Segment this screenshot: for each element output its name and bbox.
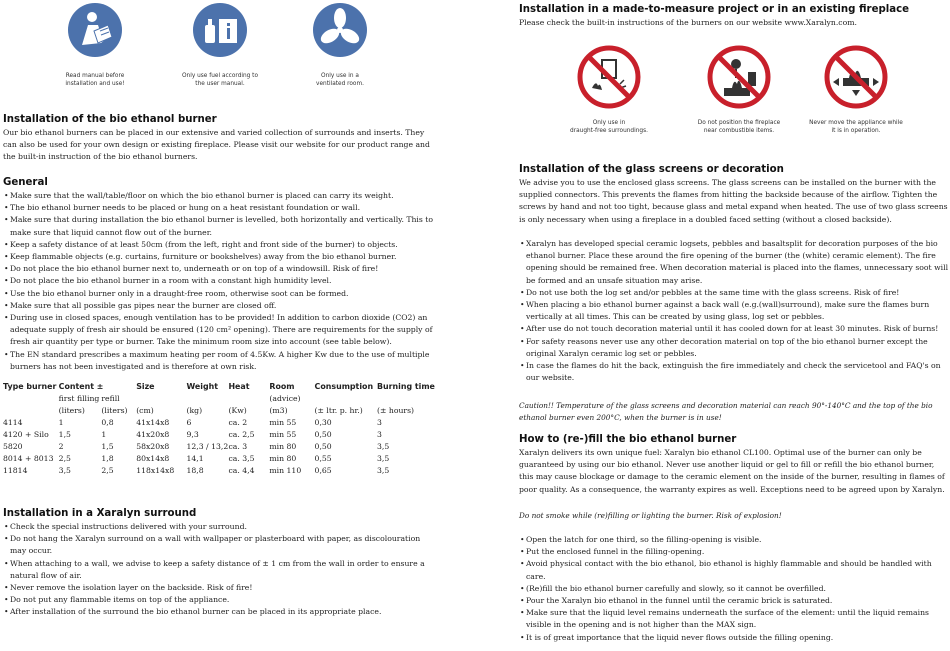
table-cell	[377, 394, 435, 406]
table-cell: 0,65	[314, 466, 332, 475]
warning-draught-free	[559, 44, 659, 135]
table-cell: min 80	[269, 442, 297, 451]
list-item: • Open the latch for one third, so the filling-opening is visible.	[519, 534, 949, 546]
table-cell: (Kw)	[228, 406, 247, 415]
table-cell: min 55	[269, 430, 297, 439]
list-item: • Use the bio ethanol burner only in a draught-free room, otherwise soot can be formed.	[3, 288, 433, 300]
table-cell: (kg)	[186, 406, 203, 415]
table-cell: 9,3	[186, 430, 199, 439]
list-item: • It is of great importance that the liquid never flows outside the filling opening.	[519, 632, 949, 644]
table-cell: 41x20x8	[136, 430, 170, 439]
table-cell: 8014 + 8013	[3, 454, 54, 463]
list-item: • When attaching to a wall, we advise to keep a safety distance of ± 1 cm from the wall in order to ensure a natural flow of air.	[3, 558, 433, 582]
list-item: • Make sure that the liquid level remains underneath the surface of the element: until the liquid remains visible in the opening and is not higher than the MAX sign.	[519, 607, 949, 631]
table-subheader-row	[3, 406, 435, 418]
table-cell: 3,5	[377, 442, 390, 451]
no-combustible-items-icon	[706, 44, 772, 110]
table-cell: ca. 4,4	[228, 466, 255, 475]
list-item: • Make sure that the wall/table/floor on which the bio ethanol burner is placed can carry its weight.	[3, 190, 433, 202]
table-cell: first filling	[58, 394, 100, 403]
table-cell: (liters)	[101, 406, 128, 415]
list-item: • Keep a safety distance of at least 50cm (from the left, right and front side of the burner) to objects.	[3, 239, 433, 251]
list-item: • For safety reasons never use any other decoration material on top of the bio ethanol burner except the original Xaralyn ceramic log set or pebbles.	[519, 336, 949, 360]
warning-ventilation	[300, 3, 380, 88]
table-cell: 18,8	[186, 466, 204, 475]
table-cell: 0,8	[101, 418, 114, 427]
column-header: Room	[269, 382, 295, 391]
warning-caption: Only use in draught-free surroundings.	[570, 120, 648, 134]
table-cell: 1	[58, 418, 64, 427]
table-cell: 14,1	[186, 454, 204, 463]
table-row	[3, 466, 435, 478]
table-cell: refill	[101, 394, 120, 403]
table-cell: 6	[186, 418, 192, 427]
list-item: • Do not hang the Xaralyn surround on a wall with wallpaper or plasterboard with paper, as discolouration may occur.	[3, 533, 433, 557]
surround-list	[3, 521, 433, 619]
table-row	[3, 430, 435, 442]
install-burner-text: Our bio ethanol burners can be placed in our extensive and varied collection of surrounds and inserts. They can also be used for your own design or existing fireplace. Please visit our website for our product range and the built-in instruction of the bio ethanol burners.	[3, 128, 430, 162]
list-item: • Do not put any flammable items on top of the appliance.	[3, 594, 433, 606]
table-cell: 12,3 / 13,2	[186, 442, 229, 451]
caution-note: Caution!! Temperature of the glass screens and decoration material can reach 90°-140°C and the top of the bio ethanol burner even 200°C, when the burner is in use!	[519, 401, 933, 422]
table-cell	[136, 394, 186, 406]
table-cell: ca. 2	[228, 418, 248, 427]
list-item: • Keep flammable objects (e.g. curtains, furniture or bookshelves) away from the bio ethanol burner.	[3, 251, 433, 263]
warning-caption: Read manual before installation and use!	[65, 73, 125, 87]
read-manual-icon	[68, 3, 122, 57]
column-header: Burning time	[377, 382, 435, 391]
list-item: • Check the special instructions delivered with your surround.	[3, 521, 433, 533]
table-cell	[315, 394, 377, 406]
ventilation-fan-icon	[313, 3, 367, 57]
no-move-during-operation-icon	[823, 44, 889, 110]
table-cell: 2	[58, 442, 64, 451]
table-cell	[187, 394, 229, 406]
burner-spec-table	[3, 382, 435, 478]
table-cell	[3, 394, 59, 406]
list-item: • Xaralyn has developed special ceramic logsets, pebbles and basaltsplit for decoration purposes of the bio ethanol burner. Place these around the fire opening of the burner (the (white) ceramic element). The fire opening should be remained free. When decoration material is placed into the flames, unnecessary soot will be formed and an unsafe situation may arise.	[519, 238, 949, 287]
table-cell: min 55	[269, 418, 297, 427]
general-list	[3, 190, 433, 373]
list-item: • The EN standard prescribes a maximum heating per room of 4.5Kw. A higher Kw due to the use of multiple burners has not been investigated and is therefore at own risk.	[3, 349, 433, 373]
warning-caption: Only use in a ventilated room.	[316, 73, 364, 87]
warning-read-manual	[55, 3, 135, 88]
warning-caption: Only use fuel according to the user manual.	[181, 73, 259, 87]
table-cell: 3,5	[58, 466, 71, 475]
warning-move-during-operation	[801, 44, 911, 135]
table-cell: 1	[101, 430, 107, 439]
table-cell: 1,5	[58, 430, 71, 439]
table-cell: 0,50	[314, 442, 332, 451]
table-cell: 4114	[3, 418, 23, 427]
list-item: • Pour the Xaralyn bio ethanol in the funnel until the ceramic brick is saturated.	[519, 595, 949, 607]
list-item: • Make sure that all possible gas pipes near the burner are closed off.	[3, 300, 433, 312]
list-item: • Do not place the bio ethanol burner in a room with a constant high humidity level.	[3, 275, 433, 287]
fuel-manual-icon	[193, 3, 247, 57]
column-header: Content ±	[58, 382, 104, 391]
warning-combustible-items	[684, 44, 794, 135]
table-cell: 118x14x8	[136, 466, 175, 475]
warning-caption: Never move the appliance while it is in operation.	[809, 120, 903, 134]
table-cell: 80x14x8	[136, 454, 170, 463]
table-cell: (advice)	[269, 394, 301, 403]
refill-text: Xaralyn delivers its own unique fuel: Xaralyn bio ethanol CL100. Optimal use of the burner can only be guaranteed by using our bio ethanol. Never use another liquid or gel to fill or refill the bio ethanol burner, this may cause blockage or damage to the ceramic element on the inside of the burner, resulting in flames of poor quality. As a consequence, the warranty expires as well. Exceptions need to be agreed upon by Xaralyn.	[519, 448, 945, 494]
table-cell: 0,30	[314, 418, 332, 427]
section-title-glass-screens: Installation of the glass screens or decoration	[519, 164, 784, 175]
warning-fuel-manual	[175, 3, 265, 88]
section-title-xaralyn-surround: Installation in a Xaralyn surround	[3, 508, 197, 519]
list-item: • Do not place the bio ethanol burner next to, underneath or on top of a windowsill. Risk of fire!	[3, 263, 433, 275]
list-item: • Avoid physical contact with the bio ethanol, bio ethanol is highly flammable and should be handled with care.	[519, 558, 949, 582]
table-cell: 1,8	[101, 454, 114, 463]
no-draught-icon	[576, 44, 642, 110]
table-cell: 4120 + Silo	[3, 430, 49, 439]
table-cell: 3,5	[377, 454, 390, 463]
table-cell: 3	[377, 418, 382, 427]
list-item: • When placing a bio ethanol burner against a back wall (e.g.(wall)surround), make sure the flames burn vertically at all times. This can be created by using glass, log set or pebbles.	[519, 299, 949, 323]
table-cell: ca. 3,5	[228, 454, 255, 463]
table-cell	[3, 406, 59, 418]
list-item: • After use do not touch decoration material until it has cooled down for at least 30 minutes. Risk of burns!	[519, 323, 949, 335]
table-cell: 5820	[3, 442, 23, 451]
table-cell: (m3)	[269, 406, 288, 415]
column-header: Size	[136, 382, 155, 391]
table-cell: (liters)	[58, 406, 85, 415]
column-header: Weight	[186, 382, 219, 391]
list-item: • Never remove the isolation layer on the backside. Risk of fire!	[3, 582, 433, 594]
list-item: • After installation of the surround the bio ethanol burner can be placed in its appropriate place.	[3, 606, 433, 618]
table-subheader-row	[3, 394, 435, 406]
smoking-warning: Do not smoke while (re)filling or lighting the burner. Risk of explosion!	[519, 511, 782, 520]
table-cell	[228, 394, 269, 406]
list-item: • Do not use both the log set and/or pebbles at the same time with the glass screens. Risk of fire!	[519, 287, 949, 299]
table-cell: 0,55	[314, 454, 332, 463]
table-cell: ca. 2,5	[228, 430, 255, 439]
list-item: • In case the flames do hit the back, extinguish the fire immediately and check the servicetool and FAQ's on our website.	[519, 360, 949, 384]
section-title-general: General	[3, 177, 48, 188]
column-header: Consumption	[314, 382, 374, 391]
glass-screens-list	[519, 238, 949, 384]
table-cell: ca. 3	[228, 442, 248, 451]
table-cell: 2,5	[58, 454, 71, 463]
warning-caption: Do not position the fireplace near combustible items.	[697, 120, 781, 134]
table-cell: min 110	[269, 466, 302, 475]
list-item: • During use in closed spaces, enough ventilation has to be provided! In addition to carbon dioxide (CO2) an adequate supply of fresh air should be ensured (120 cm² opening). There are requirements for the supply of fresh air quantity per type or burner. Take the minimum room size into account (see table below).	[3, 312, 433, 349]
table-cell: 11814	[3, 466, 28, 475]
glass-screens-text: We advise you to use the enclosed glass screens. The glass screens can be installed on the burner with the supplied connectors. This prevents the flames from hitting the backside because of the airflow. Tighten the screws by hand and not too tight, because glass and metal expand when heated. The use of two glass screens is only necessary when using a fireplace in a doubled faced setting (without a closed backside).	[519, 178, 948, 224]
table-cell: (cm)	[136, 406, 154, 415]
table-cell: (± ltr. p. hr.)	[314, 406, 363, 415]
table-cell: 2,5	[101, 466, 114, 475]
list-item: • The bio ethanol burner needs to be placed or hung on a heat resistant foundation or wall.	[3, 202, 433, 214]
list-item: • (Re)fill the bio ethanol burner carefully and slowly, so it cannot be overfilled.	[519, 583, 949, 595]
section-title-install-burner: Installation of the bio ethanol burner	[3, 114, 217, 125]
table-cell: 3	[377, 430, 382, 439]
table-cell: 3,5	[377, 466, 390, 475]
table-cell: 0,50	[314, 430, 332, 439]
table-cell: 1,5	[101, 442, 114, 451]
list-item: • Put the enclosed funnel in the filling-opening.	[519, 546, 949, 558]
table-row	[3, 454, 435, 466]
table-cell: 41x14x8	[136, 418, 170, 427]
table-cell: 58x20x8	[136, 442, 170, 451]
list-item: • Make sure that during installation the bio ethanol burner is levelled, both horizontally and vertically. This to make sure that liquid cannot flow out of the burner.	[3, 214, 433, 238]
section-title-refill: How to (re-)fill the bio ethanol burner	[519, 434, 737, 445]
column-header: Heat	[228, 382, 250, 391]
table-cell: min 80	[269, 454, 297, 463]
table-header-row	[3, 382, 435, 394]
table-row	[3, 442, 435, 454]
made-to-measure-text: Please check the built-in instructions of the burners on our website www.Xaralyn.com.	[519, 18, 857, 27]
table-row	[3, 418, 435, 430]
table-cell: (± hours)	[377, 406, 415, 415]
refill-steps-list	[519, 534, 949, 644]
section-title-made-to-measure: Installation in a made-to-measure project or in an existing fireplace	[519, 4, 910, 15]
column-header: Type burner	[3, 382, 57, 391]
